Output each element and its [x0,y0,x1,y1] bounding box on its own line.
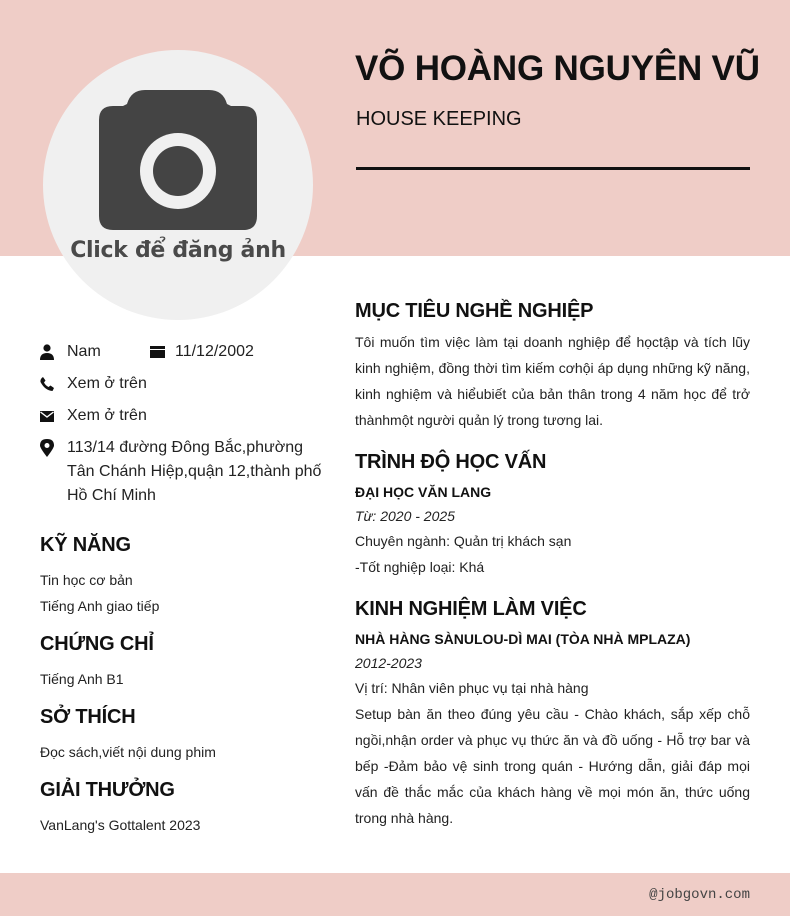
experience-section [355,598,750,831]
envelope-icon [40,404,54,428]
experience-title: KINH NGHIỆM LÀM VIỆC [355,598,587,620]
camera-icon [97,90,259,232]
certificate-item: Tiếng Anh B1 [40,671,124,687]
address-value: 113/14 đường Đông Bắc,phường Tân Chánh Hiệp,quận 12,thành phố Hồ Chí Minh [67,439,322,504]
address-row [40,436,325,508]
education-grade: -Tốt nghiệp loại: Khá [355,559,485,575]
certificates-title: CHỨNG CHỈ [40,633,154,655]
experience-description: Setup bàn ăn theo đúng yêu cầu - Chào khách, sắp xếp chỗ ngồi,nhận order và phục vụ thức ăn và đồ uống - Hỗ trợ bar và bếp -Đảm bảo vệ sinh trong quán - Hướng dẫn, giải đáp mọi vấn đề thắc mắc của khách hàng về mọi món ăn, thức uống trong nhà hàng. [355,706,750,826]
certificates-section [40,633,325,692]
candidate-name: VÕ HOÀNG NGUYÊN VŨ [355,49,760,88]
person-icon [40,340,54,364]
phone-row [40,372,325,396]
awards-title: GIẢI THƯỞNG [40,779,175,801]
gender-row [40,340,325,364]
experience-position: Vị trí: Nhân viên phục vụ tại nhà hàng [355,680,589,696]
award-item: VanLang's Gottalent 2023 [40,817,201,833]
hobbies-section [40,706,325,765]
email-row [40,404,325,428]
phone-icon [40,372,54,396]
school-name: ĐẠI HỌC VĂN LANG [355,484,492,500]
hobbies-title: SỞ THÍCH [40,706,136,728]
phone-value: Xem ở trên [67,375,147,392]
objective-text: Tôi muốn tìm việc làm tại doanh nghiệp để họctập và tích lũy kinh nghiệm, đồng thời tìm kiếm cơhội áp dụng những kỹ năng, kinh nghiệm và hiểubiết của bản thân trong 4 năm học để trở thànhmột người quản lý trong tương lai. [355,334,750,428]
education-section [355,451,750,580]
skill-item: Tin học cơ bản [40,572,133,588]
hobby-item: Đọc sách,viết nội dung phim [40,744,216,760]
awards-section [40,779,325,838]
dob-field [150,340,254,364]
company-name: NHÀ HÀNG SÀNULOU-DÌ MAI (TÒA NHÀ MPLAZA) [355,631,691,647]
objective-section [355,300,750,433]
education-major: Chuyên ngành: Quản trị khách sạn [355,533,572,549]
job-title: HOUSE KEEPING [356,108,522,130]
education-period: Từ: 2020 - 2025 [355,508,455,524]
footer-brand: @jobgovn.com [649,887,750,903]
skills-section [40,534,325,619]
calendar-icon [150,340,165,364]
education-title: TRÌNH ĐỘ HỌC VẤN [355,451,547,473]
experience-period: 2012-2023 [355,655,422,671]
dob-value: 11/12/2002 [175,343,254,360]
objective-title: MỤC TIÊU NGHỀ NGHIỆP [355,300,594,322]
title-divider [356,167,750,170]
avatar-upload-label: Click để đăng ảnh [70,238,286,263]
avatar-upload[interactable] [43,50,313,320]
email-value: Xem ở trên [67,407,147,424]
gender-value: Nam [67,343,101,360]
skill-item: Tiếng Anh giao tiếp [40,598,160,614]
location-pin-icon [40,436,54,460]
sidebar [40,340,325,852]
main-content [355,300,750,849]
skills-title: KỸ NĂNG [40,534,131,556]
